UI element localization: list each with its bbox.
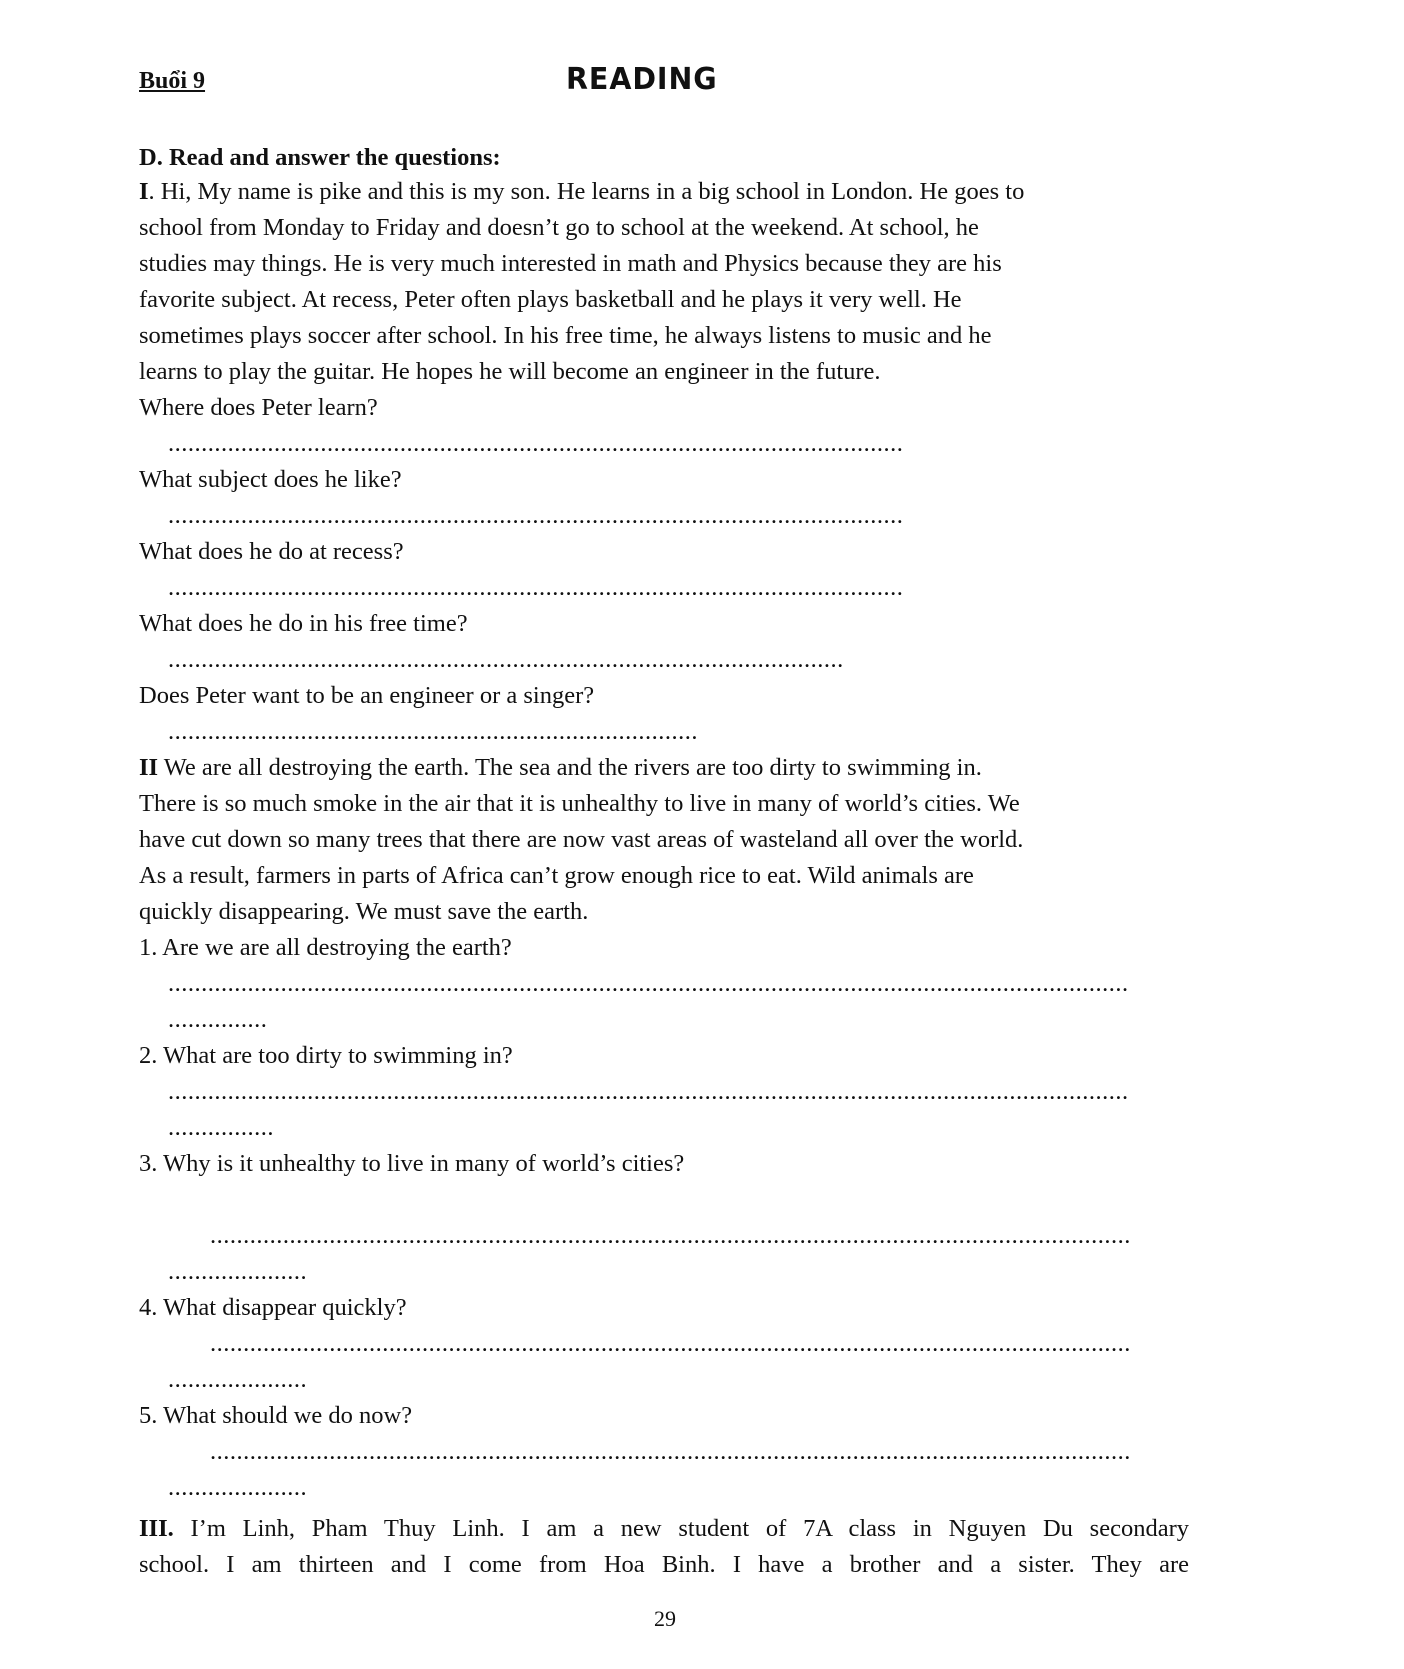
part1-passage-line: favorite subject. At recess, Peter often plays basketball and he plays it very well. He	[139, 286, 962, 313]
answer-line[interactable]: .................................................................................................................................................	[168, 1078, 1129, 1105]
part1-question: What does he do at recess?	[139, 538, 404, 565]
section-heading: D. Read and answer the questions:	[139, 144, 501, 171]
part2-passage-line: quickly disappearing. We must save the earth.	[139, 898, 589, 925]
part1-passage-line: school from Monday to Friday and doesn’t go to school at the weekend. At school, he	[139, 214, 979, 241]
answer-line[interactable]: ...........................................................................................................................................	[210, 1438, 1131, 1465]
part1-passage-line: sometimes plays soccer after school. In his free time, he always listens to music and he	[139, 322, 992, 349]
part1-question: What subject does he like?	[139, 466, 402, 493]
part1-passage-line: I. Hi, My name is pike and this is my son. He learns in a big school in London. He goes to	[139, 178, 1025, 205]
part2-passage-line: As a result, farmers in parts of Africa can’t grow enough rice to eat. Wild animals are	[139, 862, 974, 889]
part2-question: 4. What disappear quickly?	[139, 1294, 407, 1321]
answer-line[interactable]: ................	[168, 1114, 274, 1141]
part2-passage-line: have cut down so many trees that there are now vast areas of wasteland all over the world.	[139, 826, 1024, 853]
part1-label: I	[139, 178, 149, 205]
part2-question: 1. Are we are all destroying the earth?	[139, 934, 512, 961]
page-title: READING	[566, 62, 718, 97]
answer-line[interactable]: ...............................................................................................................	[168, 502, 904, 529]
answer-line[interactable]: ...........................................................................................................................................	[210, 1330, 1131, 1357]
part1-question: Does Peter want to be an engineer or a singer?	[139, 682, 595, 709]
answer-line[interactable]: ...............................................................................................................	[168, 574, 904, 601]
session-label: Buổi 9	[139, 68, 206, 94]
answer-line[interactable]: .................................................................................................................................................	[168, 970, 1129, 997]
part3-passage-line: school. I am thirteen and I come from Hoa Binh. I have a brother and a sister. They are	[139, 1551, 1189, 1578]
answer-line[interactable]: ................................................................................	[168, 718, 698, 745]
part1-question: What does he do in his free time?	[139, 610, 468, 637]
part1-passage-line: studies may things. He is very much interested in math and Physics because they are his	[139, 250, 1002, 277]
answer-line[interactable]: .....................	[168, 1258, 308, 1285]
part2-question: 2. What are too dirty to swimming in?	[139, 1042, 513, 1069]
part2-passage-line: II We are all destroying the earth. The sea and the rivers are too dirty to swimming in.	[139, 754, 982, 781]
answer-line[interactable]: ......................................................................................................	[168, 646, 844, 673]
answer-line[interactable]: .....................	[168, 1474, 308, 1501]
part1-passage-line: learns to play the guitar. He hopes he will become an engineer in the future.	[139, 358, 881, 385]
part1-question: Where does Peter learn?	[139, 394, 378, 421]
part2-question: 3. Why is it unhealthy to live in many of world’s cities?	[139, 1150, 685, 1177]
part2-question: 5. What should we do now?	[139, 1402, 413, 1429]
page-number: 29	[654, 1606, 676, 1631]
answer-line[interactable]: ...........................................................................................................................................	[210, 1222, 1131, 1249]
answer-line[interactable]: .....................	[168, 1366, 308, 1393]
part3-label: III.	[139, 1515, 174, 1542]
part3-passage-line: III. I’m Linh, Pham Thuy Linh. I am a new student of 7A class in Nguyen Du secondary	[139, 1515, 1189, 1542]
answer-line[interactable]: ...............................................................................................................	[168, 430, 904, 457]
part2-label: II	[139, 754, 159, 781]
part2-passage-line: There is so much smoke in the air that it is unhealthy to live in many of world’s cities. We	[139, 790, 1020, 817]
answer-line[interactable]: ...............	[168, 1006, 268, 1033]
